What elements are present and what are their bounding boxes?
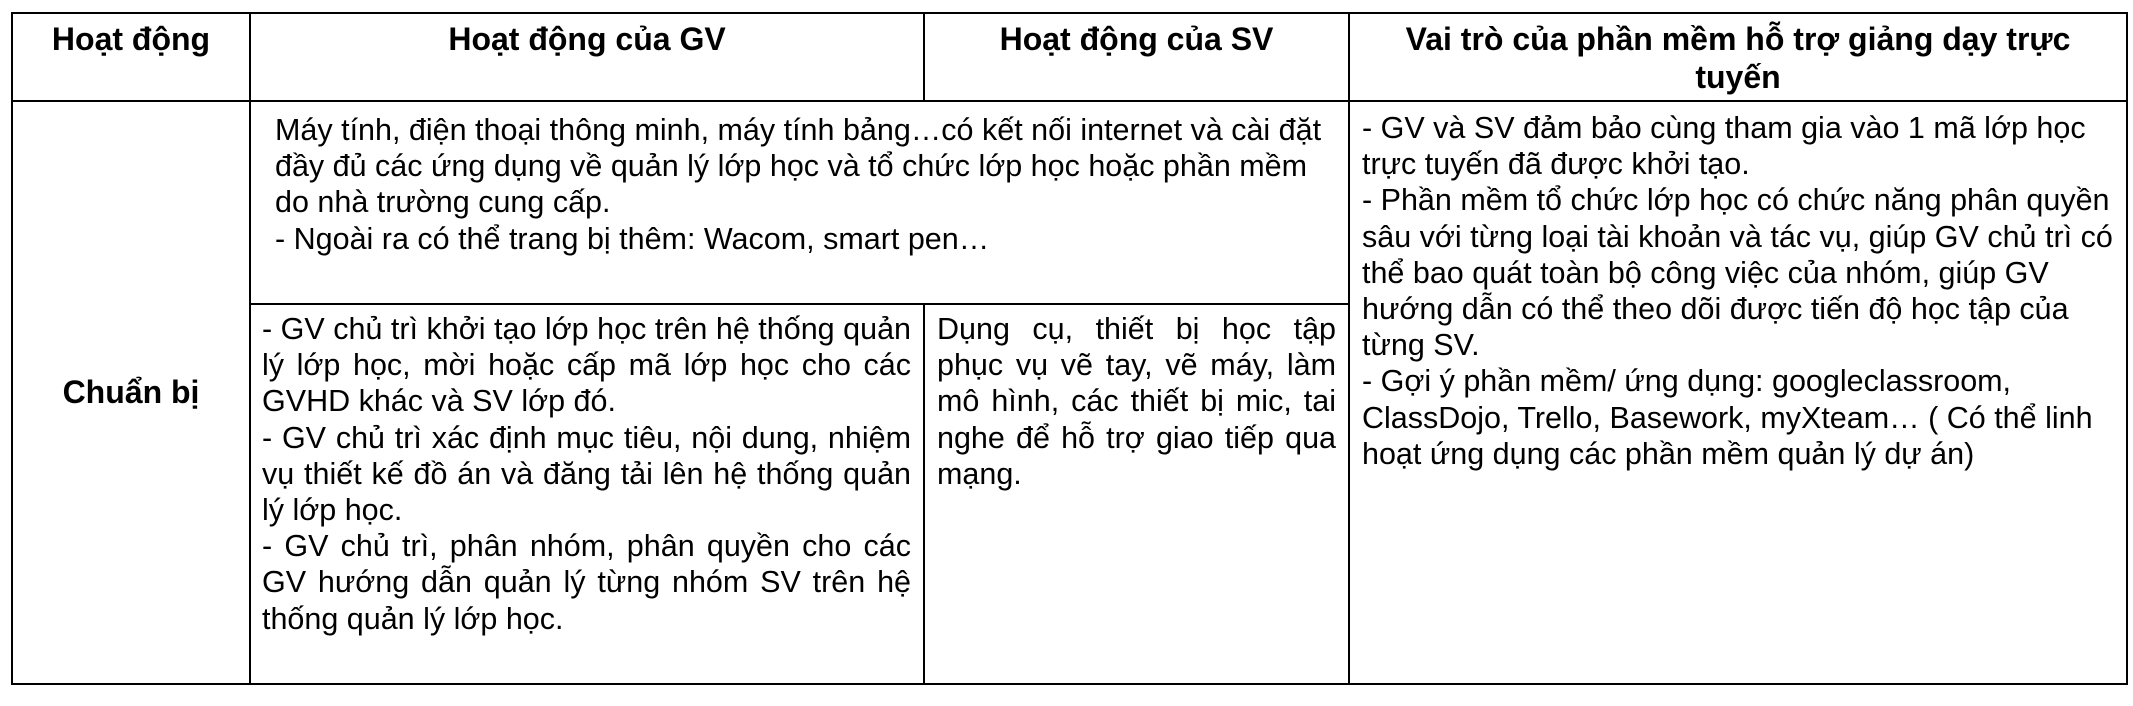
activity-table	[11, 12, 2128, 685]
teacher-activity-cell	[250, 304, 924, 684]
student-activity-text: Dụng cụ, thiết bị học tập phục vụ vẽ tay, vẽ máy, làm mô hình, các thiết bị mic, tai nghe để hỗ trợ giao tiếp qua mạng.	[937, 312, 1336, 491]
software-role-cell	[1349, 101, 2127, 684]
header-student-activity: Hoạt động của SV	[924, 13, 1349, 101]
table-row	[12, 101, 2127, 304]
activity-label: Chuẩn bị	[62, 374, 200, 410]
student-activity-cell	[924, 304, 1349, 684]
equipment-cell	[250, 101, 1349, 304]
header-teacher-activity: Hoạt động của GV	[250, 13, 924, 101]
header-row	[12, 13, 2127, 101]
activity-label-cell	[12, 101, 250, 684]
software-role-text: - GV và SV đảm bảo cùng tham gia vào 1 mã lớp học trực tuyến đã được khởi tạo. - Phần mềm tổ chức lớp học có chức năng phân quyền sâu với từng loại tài khoản và tác vụ, giúp GV chủ trì có thể bao quát toàn bộ công việc của nhóm, giúp GV hướng dẫn có thể theo dõi được tiến độ học tập của từng SV. - Gợi ý phần mềm/ ứng dụng: googleclassroom, ClassDojo, Trello, Basework, myXteam… ( Có thể linh hoạt ứng dụng các phần mềm quản lý dự án)	[1362, 111, 2113, 471]
header-software-role: Vai trò của phần mềm hỗ trợ giảng dạy trực tuyến	[1349, 13, 2127, 101]
equipment-text: Máy tính, điện thoại thông minh, máy tính bảng…có kết nối internet và cài đặt đầy đủ các ứng dụng về quản lý lớp học và tổ chức lớp học hoặc phần mềm do nhà trường cung cấp. - Ngoài ra có thể trang bị thêm: Wacom, smart pen…	[275, 113, 1322, 256]
teacher-activity-text: - GV chủ trì khởi tạo lớp học trên hệ thống quản lý lớp học, mời hoặc cấp mã lớp học cho các GVHD khác và SV lớp đó. - GV chủ trì xác định mục tiêu, nội dung, nhiệm vụ thiết kế đồ án và đăng tải lên hệ thống quản lý lớp học. - GV chủ trì, phân nhóm, phân quyền cho các GV hướng dẫn quản lý từng nhóm SV trên hệ thống quản lý lớp học.	[262, 312, 911, 636]
header-activity: Hoạt động	[12, 13, 250, 101]
